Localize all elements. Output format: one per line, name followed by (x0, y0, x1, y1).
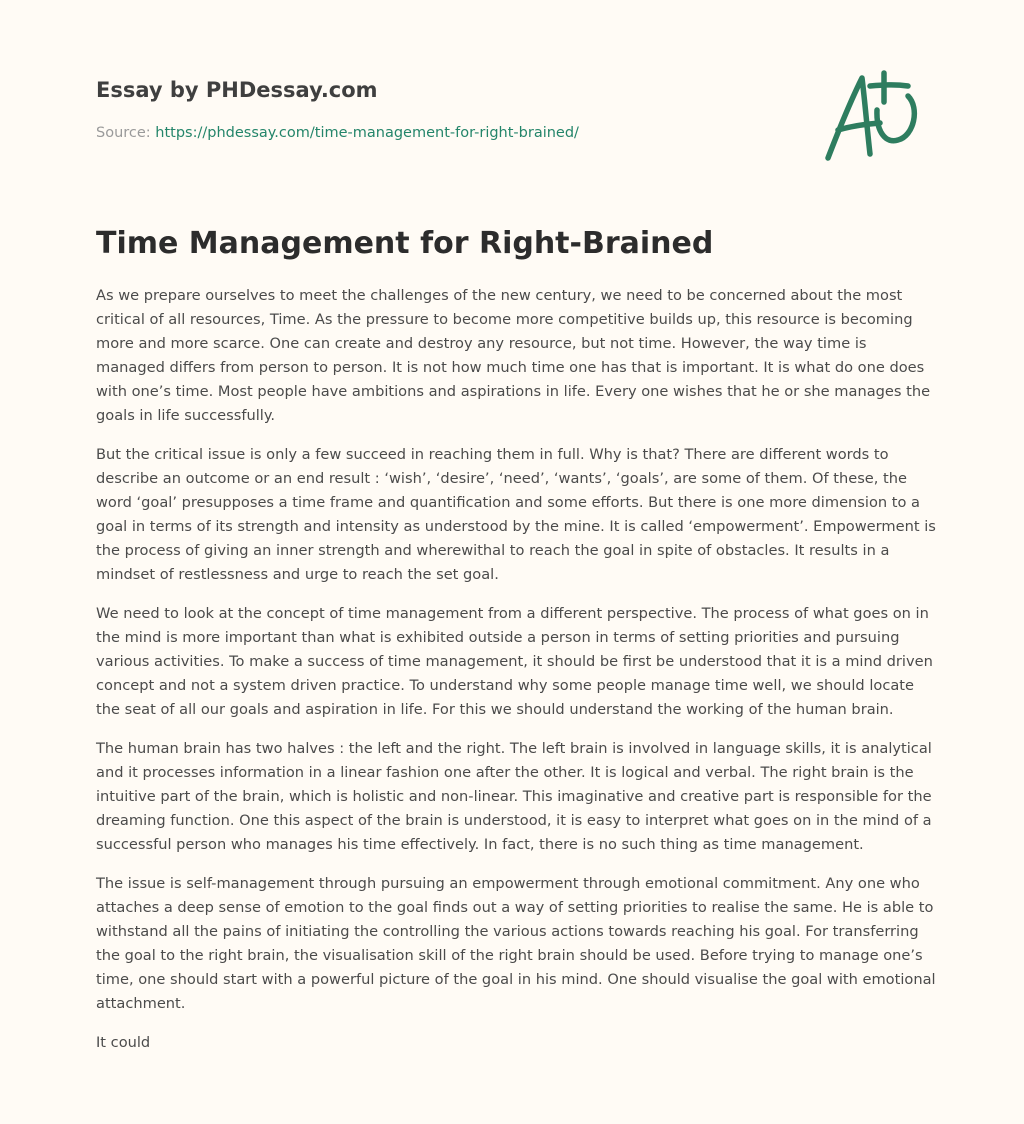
essay-paragraph: As we prepare ourselves to meet the challenges of the new century, we need to be concerned about the most critical of all resources, Time. As the pressure to become more competitive builds up, this resource is becoming more and more scarce. One can create and destroy any resource, but not time. However, the way time is managed differs from person to person. It is not how much time one has that is important. It is what do one does with one’s time. Most people have ambitions and aspirations in life. Every one wishes that he or she manages the goals in life successfully. (96, 287, 931, 424)
source-label: Source: (96, 125, 156, 141)
essay-body (96, 284, 936, 1070)
source-link[interactable]: https://phdessay.com/time-management-for-right-brained/ (155, 125, 579, 141)
essay-paragraph: The issue is self-management through pursuing an empowerment through emotional commitment. Any one who attaches a deep sense of emotion to the goal finds out a way of setting priorities to realise the same. He is able to withstand all the pains of initiating the controlling the various actions towards reaching his goal. For transferring the goal to the right brain, the visualisation skill of the right brain should be used. Before trying to manage one’s time, one should start with a powerful picture of the goal in his mind. One should visualise the goal with emotional attachment. (96, 875, 936, 1012)
essay-paragraph: The human brain has two halves : the left and the right. The left brain is involved in language skills, it is analytical and it processes information in a linear fashion one after the other. It is logical and verbal. The right brain is the intuitive part of the brain, which is holistic and non-linear. This imaginative and creative part is responsible for the dreaming function. One this aspect of the brain is understood, it is easy to interpret what goes on in the mind of a successful person who manages his time effectively. In fact, there is no such thing as time management. (96, 740, 932, 853)
essay-header (96, 76, 796, 141)
brand-title: Essay by PHDessay.com (96, 78, 378, 102)
essay-title: Time Management for Right-Brained (96, 226, 714, 261)
essay-paragraph: But the critical issue is only a few succeed in reaching them in full. Why is that? There are different words to describe an outcome or an end result : ‘wish’, ‘desire’, ‘need’, ‘wants’, ‘goals’, are some of them. Of these, the word ‘goal’ presupposes a time frame and quantification and some efforts. But there is one more dimension to a goal in terms of its strength and intensity as understood by the mine. It is called ‘empowerment’. Empowerment is the process of giving an inner strength and wherewithal to reach the goal in spite of obstacles. It results in a mindset of restlessness and urge to reach the set goal. (96, 446, 936, 583)
source-line (96, 123, 579, 143)
a-plus-grade-icon (818, 66, 930, 166)
essay-paragraph: It could (96, 1034, 151, 1051)
essay-paragraph: We need to look at the concept of time management from a different perspective. The process of what goes on in the mind is more important than what is exhibited outside a person in terms of setting priorities and pursuing various activities. To make a success of time management, it should be first be understood that it is a mind driven concept and not a system driven practice. To understand why some people manage time well, we should locate the seat of all our goals and aspiration in life. For this we should understand the working of the human brain. (96, 605, 933, 718)
